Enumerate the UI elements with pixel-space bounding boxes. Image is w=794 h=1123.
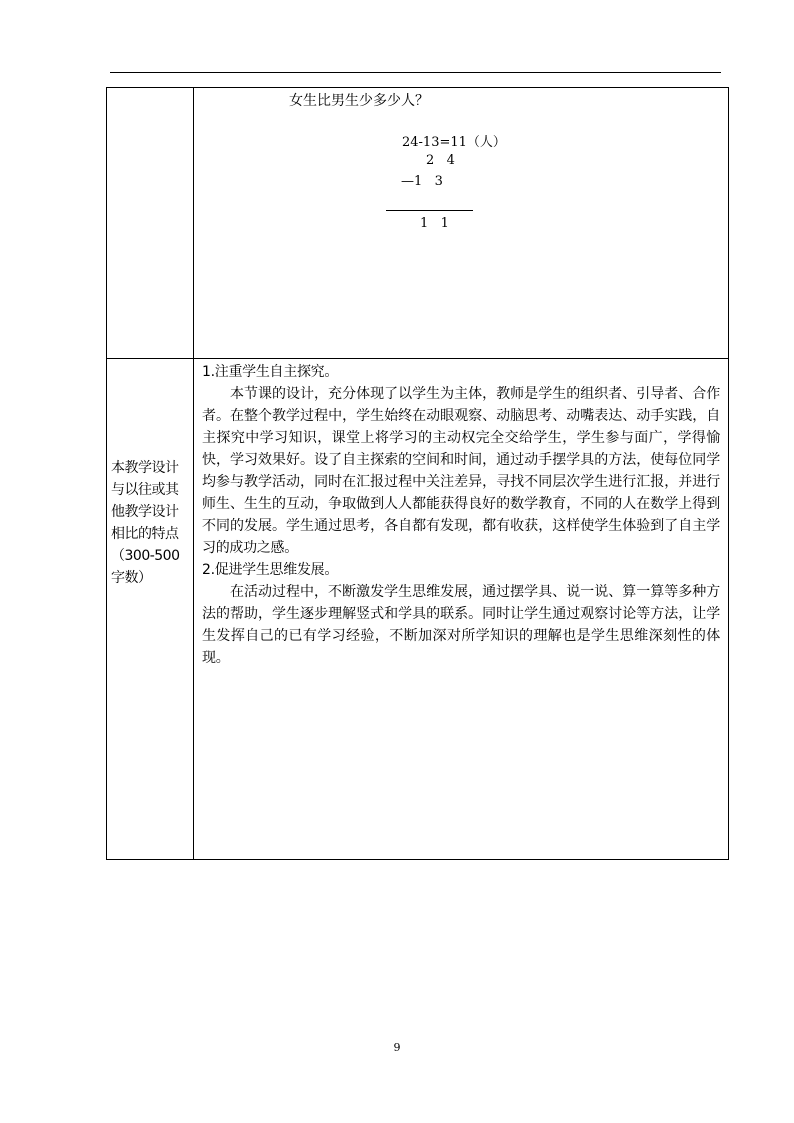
features-text (194, 359, 728, 669)
vertical-calc-result: 1 1 (420, 216, 449, 231)
page-number: 9 (393, 1041, 401, 1054)
features-label: 本教学设计与以往或其他教学设计相比的特点（300-500字数） (111, 460, 180, 586)
feature-2-title: 2.促进学生思维发展。 (202, 562, 339, 578)
features-label-cell (107, 359, 194, 860)
table-row (107, 359, 729, 860)
vertical-calc-top: 2 4 (426, 153, 455, 168)
vertical-calc-subtrahend: —1 3 (401, 174, 443, 189)
table-row (107, 88, 729, 359)
problem-equation: 24-13=11（人） (402, 135, 506, 150)
lesson-table (106, 87, 729, 860)
features-content-cell (194, 359, 729, 860)
vertical-calc-rule (386, 210, 473, 211)
feature-1-text: 本节课的设计，充分体现了以学生为主体，教师是学生的组织者、引导者、合作者。在整个教学过程中，学生始终在动眼观察、动脑思考、动嘴表达、动手实践，自主探究中学习知识，课堂上将学习的主动权完全交给学生，学生参与面广，学得愉快，学习效果好。设了自主探索的空间和时间，通过动手摆学具的方法，使每位同学均参与教学活动，同时在汇报过程中关注差异，寻找不同层次学生进行汇报，并进行师生、生生的互动，争取做到人人都能获得良好的数学教育，不同的人在数学上得到不同的发展。学生通过思考，各自都有发现，都有收获，这样使学生体验到了自主学习的成功之感。 (202, 386, 720, 556)
table-cell-empty (107, 88, 194, 359)
problem-question: 女生比男生少多少人？ (289, 93, 429, 109)
feature-2-text: 在活动过程中，不断激发学生思维发展，通过摆学具、说一说、算一算等多种方法的帮助，学生逐步理解竖式和学具的联系。同时让学生通过观察讨论等方法，让学生发挥自己的已有学习经验，不断加深对所学知识的理解也是学生思维深刻性的体现。 (202, 584, 720, 666)
feature-1-title: 1.注重学生自主探究。 (202, 364, 339, 380)
header-rule (110, 72, 721, 73)
problem-cell (194, 88, 729, 359)
